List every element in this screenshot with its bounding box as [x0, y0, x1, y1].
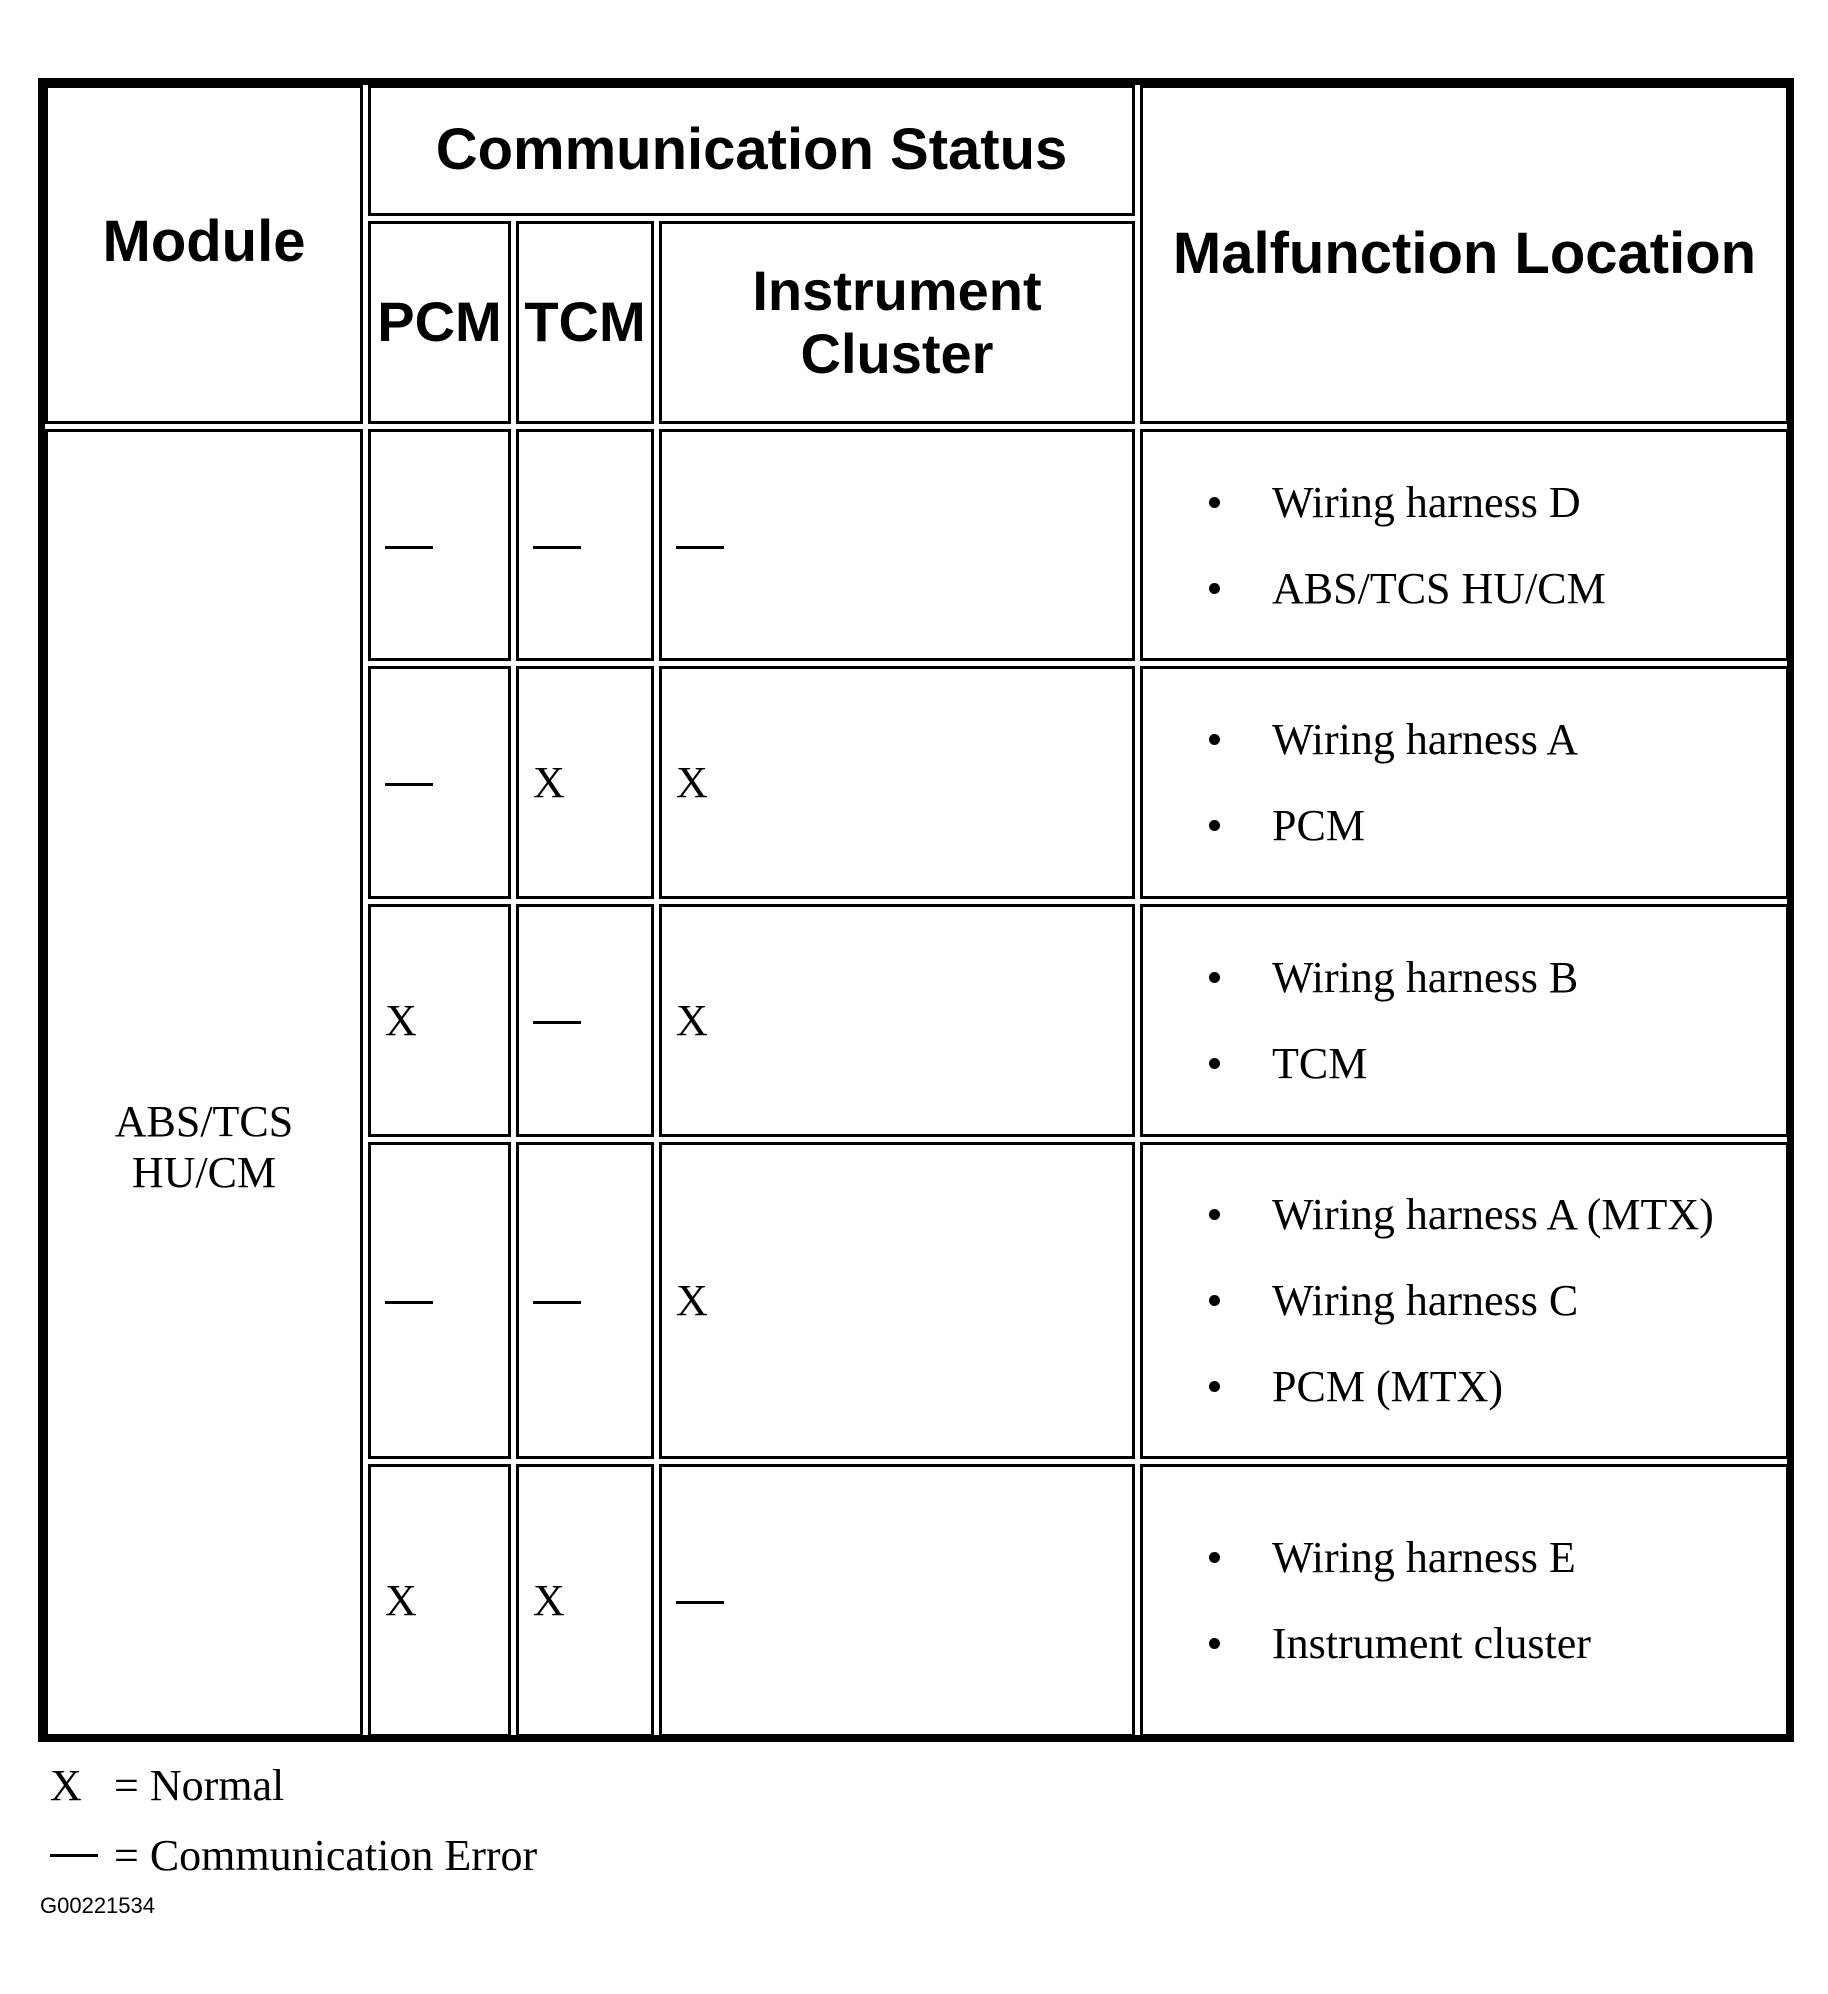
tcm-header-label: TCM [524, 290, 646, 354]
row4-pcm-status [368, 1142, 511, 1459]
communication-error-dash [385, 546, 433, 549]
module-cell [45, 429, 363, 1737]
bullet-icon [1209, 820, 1220, 831]
figure-code: G00221534 [40, 1893, 155, 1918]
pcm-header [368, 221, 511, 424]
row4-malfunction-location [1140, 1142, 1789, 1459]
row1-tcm-status [516, 429, 654, 661]
communication-error-dash [676, 546, 724, 549]
normal-mark: X [676, 1276, 708, 1325]
row3-ic-status [659, 904, 1135, 1137]
row5-ic-status [659, 1464, 1135, 1737]
communication-error-dash [385, 783, 433, 786]
bullet-icon [1209, 1381, 1220, 1392]
bullet-icon [1209, 734, 1220, 745]
row3-tcm-status [516, 904, 654, 1137]
communication-error-dash [533, 1301, 581, 1304]
bullet-icon [1209, 972, 1220, 983]
location-item: TCM [1209, 1021, 1786, 1107]
normal-mark: X [676, 758, 708, 807]
location-item: Instrument cluster [1209, 1601, 1786, 1687]
bullet-icon [1209, 1058, 1220, 1069]
location-item: Wiring harness D [1209, 459, 1786, 545]
normal-mark: X [385, 1576, 417, 1625]
legend-normal [50, 1760, 284, 1811]
module-header-label: Module [102, 209, 306, 275]
legend-error [50, 1830, 537, 1881]
bullet-icon [1209, 583, 1220, 594]
pcm-header-label: PCM [377, 290, 502, 354]
location-item: Wiring harness A (MTX) [1209, 1172, 1786, 1258]
row2-ic-status [659, 666, 1135, 899]
legend-normal-label: = Normal [114, 1761, 285, 1810]
location-item: Wiring harness C [1209, 1258, 1786, 1344]
location-item: Wiring harness E [1209, 1515, 1786, 1601]
legend-error-label: = Communication Error [114, 1831, 538, 1880]
row1-ic-status [659, 429, 1135, 661]
location-item: PCM [1209, 783, 1786, 869]
row1-pcm-status [368, 429, 511, 661]
row5-tcm-status [516, 1464, 654, 1737]
bullet-icon [1209, 1552, 1220, 1563]
instrument-cluster-header [659, 221, 1135, 424]
normal-mark: X [533, 758, 565, 807]
module-name-line1: ABS/TCS [114, 1097, 294, 1147]
row1-malfunction-location [1140, 429, 1789, 661]
location-item: ABS/TCS HU/CM [1209, 545, 1786, 631]
row5-pcm-status [368, 1464, 511, 1737]
row3-pcm-status [368, 904, 511, 1137]
bullet-icon [1209, 497, 1220, 508]
legend-normal-symbol: X [50, 1761, 82, 1810]
normal-mark: X [385, 996, 417, 1045]
communication-error-dash [533, 1021, 581, 1024]
module-name-line2: HU/CM [131, 1148, 277, 1197]
legend-error-symbol [50, 1854, 98, 1857]
tcm-header [516, 221, 654, 424]
communication-error-dash [385, 1301, 433, 1304]
communication-status-header [368, 85, 1135, 216]
module-header [45, 85, 363, 424]
row5-malfunction-location [1140, 1464, 1789, 1737]
module-name [115, 967, 294, 1198]
instrument-cluster-header-line2: Cluster [800, 321, 994, 385]
row4-ic-status [659, 1142, 1135, 1459]
bullet-icon [1209, 1295, 1220, 1306]
location-item: PCM (MTX) [1209, 1344, 1786, 1430]
malfunction-location-header [1140, 85, 1789, 424]
location-item: Wiring harness B [1209, 935, 1786, 1021]
location-item: Wiring harness A [1209, 697, 1786, 783]
communication-error-dash [676, 1601, 724, 1604]
normal-mark: X [533, 1576, 565, 1625]
bullet-icon [1209, 1638, 1220, 1649]
communication-status-header-label: Communication Status [435, 117, 1068, 183]
row2-tcm-status [516, 666, 654, 899]
row3-malfunction-location [1140, 904, 1789, 1137]
instrument-cluster-header-line1: Instrument [752, 258, 1042, 322]
row4-tcm-status [516, 1142, 654, 1459]
row2-malfunction-location [1140, 666, 1789, 899]
row2-pcm-status [368, 666, 511, 899]
normal-mark: X [676, 996, 708, 1045]
malfunction-location-header-label: Malfunction Location [1172, 221, 1757, 287]
bullet-icon [1209, 1209, 1220, 1220]
communication-status-table [38, 78, 1794, 1742]
communication-error-dash [533, 546, 581, 549]
